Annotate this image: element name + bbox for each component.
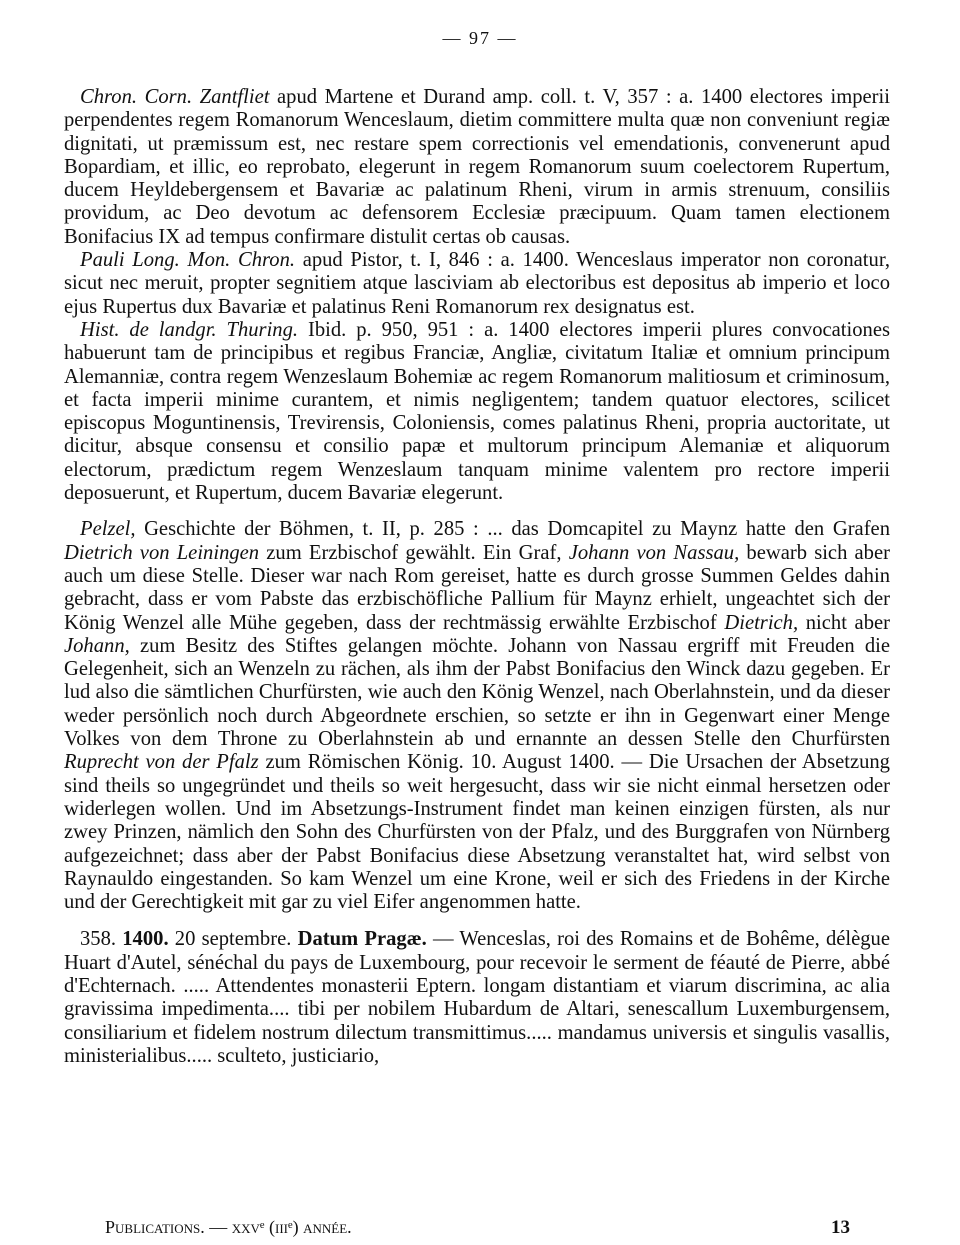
- paragraph-text: zum Besitz des Stiftes gelangen möchte. Johann von Nassau ergriff mit Freuden die Gelegenheit, sich an Wenzeln zu rächen, als ihm der Pabst Bonifacius den Winck dazu gegeben. Er lud also die sämtlichen Churfürsten, wie auch den König Wenzel, nach Oberlahnstein, und da dieser weder persönlich noch durch Abgeordnete erschien, so setzte er ihn in Gegenwart einer Menge Volkes von dem Throne zu Oberlahnstein ab und ernannte an dessen Stelle den Churfürsten: [64, 634, 890, 751]
- paragraph-text: zum Erzbischof gewählt. Ein Graf,: [259, 541, 569, 564]
- entry-date: 20 septembre.: [168, 928, 298, 951]
- paragraph-text: apud Martene et Durand amp. coll. t. V, 357 : a. 1400 electores imperii perpendentes regem Romanorum Wenceslaum, dietim committere multa quæ non conveniunt regiæ dignitati, ut præmissum est, nec restare spem correctionis vel emendationis, convenerunt apud Bopardiam, et illic, eo reprobato, elegerunt in regem Romanorum suum coelectorem Rupertum, ducem Heyldebergensem et Bavariæ ac palatinum Rheni, virum in armis strenuum, consiliis providum, ac Deo devotum ac defensorem Ecclesiæ præcipuum. Quam tamen electionem Bonifacius IX ad tempus confirmare distulit certas ob causas.: [64, 86, 890, 248]
- page-footer: [105, 1217, 850, 1239]
- paragraph-text: bewarb sich aber auch um diese Stelle. Dieser war nach Rom gereiset, hatte es durch grosse Summen Geldes dahin gebracht, dass er vom Pabste das erzbischöfliche Pallium für Maynz erhielt, ungeachtet sich der König Wenzel alle Mühe gegeben, dass der rechtmässig erwählte Erzbischof: [64, 541, 890, 634]
- entry-number: 358.: [80, 928, 117, 951]
- citation: Pauli Long. Mon. Chron.: [80, 249, 296, 272]
- footer-publication: Publications. — xxvᵉ (iiiᵉ) année.: [105, 1217, 352, 1237]
- paragraph-text: — Wenceslas, roi des Romains et de Bohême, délègue Huart d'Autel, sénéchal du pays de Luxembourg, pour recevoir le serment de féauté de Pierre, abbé d'Echternach. ..... Attendentes monasterii Eptern. longam distantiam et viarum discrimina, ac alia gravissima impedimenta.... tibi per nobilem Hubardum de Altari, senescallum Luxemburgensem, consiliarium et fidelem nostrum dilectum transmittimus..... mandamus universis et singulis vasallis, ministerialibus..... sculteto, justiciario,: [64, 928, 890, 1067]
- paragraph-text: zum Römischen König. 10. August 1400. — Die Ursachen der Absetzung sind theils so ungegründet und theils so weit hergesucht, dass wir sie nicht einmal hersetzen oder widerlegen wollen. Und im Absetzungs-Instrument findet man keinen einzigen fürsten, als nur zwey Prinzen, nämlich den Sohn des Churfürsten von der Pfalz, und des Burggrafen von Nürnberg aufgezeichnet; dass aber der Pabst Bonifacius diese Absetzung veranstaltet hat, wird selbst von Raynauldo eingestanden. So kam Wenzel um eine Krone, weil er sich des Friedens in der Kirche und der Gerechtigkeit mit gar zu viel Eifer angenommen hatte.: [64, 751, 890, 914]
- person-name: Johann von Nassau,: [568, 541, 740, 564]
- paragraph-hist-landgr: [64, 319, 890, 505]
- entry-place: Datum Pragæ.: [297, 928, 427, 951]
- person-name: Johann,: [64, 634, 130, 657]
- footer-signature: 13: [831, 1217, 850, 1238]
- charter-entry-358: [64, 928, 890, 1068]
- citation: Chron. Corn. Zantfliet: [80, 86, 270, 108]
- entry-year: 1400.: [122, 928, 169, 951]
- citation: Hist. de landgr. Thuring.: [80, 318, 299, 341]
- paragraph-zantfliet: [64, 86, 890, 249]
- person-name: Ruprecht von der Pfalz: [64, 751, 259, 774]
- main-text: [64, 86, 890, 1068]
- page-number: — 97 —: [442, 28, 518, 48]
- person-name: Dietrich von Leiningen: [64, 541, 260, 564]
- paragraph-text: apud Pistor, t. I, 846 : a. 1400. Wenceslaus imperator non coronatur, sicut nec meruit, propter segnitiem atque lasciviam ab electoribus est depositus ab imperio et loco ejus Rupertus dux Bavariæ et palatinus Reni Romanorum rex designatus est.: [64, 249, 891, 318]
- paragraph-pelzel: [64, 518, 890, 914]
- citation: Pelzel,: [80, 518, 136, 541]
- paragraph-text: Ibid. p. 950, 951 : a. 1400 electores imperii plures convocationes habuerunt tam de principibus et regibus Franciæ, Angliæ, civitatum Italiæ et omnium principum Alemanniæ, contra regem Wenzeslaum Bohemiæ ac regem Romanorum malitiosum et criminosum, et facta imperii minime curantem, et nimis negligentem; tandem quatuor electores, scilicet episcopus Moguntinensis, Trevirensis, Coloniensis, comes palatinus Rheni, propria auctoritate, ut dicitur, absque consensu et consilio papæ et multorum principum Alemaniæ et aliquorum electorum, prædictum regem Wenzeslaum tanquam minime valentem pro rectore imperii deposuerunt, et Rupertum, ducem Bavariæ elegerunt.: [64, 318, 890, 505]
- person-name: Dietrich,: [724, 611, 799, 634]
- paragraph-text: nicht aber: [798, 611, 890, 634]
- paragraph-pauli-long: [64, 249, 890, 319]
- paragraph-text: Geschichte der Böhmen, t. II, p. 285 : ... das Domcapitel zu Maynz hatte den Grafen: [135, 518, 890, 541]
